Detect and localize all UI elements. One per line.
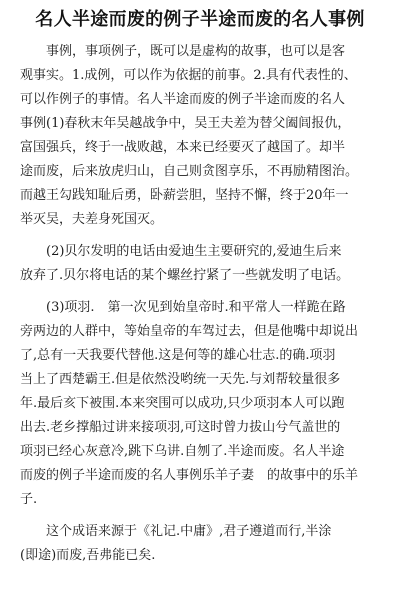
paragraph-xiang-yu <box>20 296 380 512</box>
text-line: 事例，事项例子，既可以是虚构的故事，也可以是客 <box>46 44 346 59</box>
text-line: (3)项羽. 第一次见到始皇帝时.和平常人一样跪在路 <box>46 300 346 315</box>
text-line: (2)贝尔发明的电话由爱迪生主要研究的,爱迪生后来 <box>46 244 342 259</box>
text-line: 了,总有一天我要代替他.这是何等的雄心壮志.的确.项羽 <box>20 348 336 363</box>
text-line: 放弃了.贝尔将电话的某个螺丝拧紧了一些就发明了电话。 <box>20 268 350 283</box>
text-line: 当上了西楚霸王.但是依然没哟统一天先.与刘帮较量很多 <box>20 372 341 387</box>
text-line: 这个成语来源于《礼记.中庸》,君子遵道而行,半涂 <box>46 524 332 539</box>
text-line: 项羽已经心灰意冷,跳下乌讲.自刎了.半途而废。名人半途 <box>20 444 345 459</box>
text-line: 观事实。1.成例，可以作为依据的前事。2.具有代表性的、 <box>20 68 357 83</box>
text-line: 而越王勾践知耻后勇，卧薪尝胆，坚持不懈，终于20年一 <box>20 188 349 203</box>
text-line: 举灭吴，夫差身死国灭。 <box>20 212 164 227</box>
paragraph-origin <box>20 520 380 568</box>
paragraph-bell <box>20 240 380 288</box>
document-title: 名人半途而废的例子半途而废的名人事例 <box>35 9 365 30</box>
paragraph-gap <box>20 232 380 240</box>
text-line: 子. <box>20 492 38 507</box>
text-line: 出去.老乡撑船过讲来接项羽,可这时曾力拔山兮气盖世的 <box>20 420 341 435</box>
text-line: 旁两边的人群中，等始皇帝的车驾过去，但是他嘴中却说出 <box>20 324 359 339</box>
text-line: 事例(1)春秋末年吴越战争中，吴王夫差为替父阖闾报仇， <box>20 116 351 131</box>
text-line: (即途)而废,吾弗能已矣. <box>20 548 156 563</box>
text-line: 可以作例子的事情。名人半途而废的例子半途而废的名人 <box>20 92 346 107</box>
paragraph-definition <box>20 40 380 232</box>
paragraph-gap <box>20 512 380 520</box>
text-line: 途而废，后来放虎归山，自己则贪图享乐，不再励精图治。 <box>20 164 359 179</box>
paragraph-gap <box>20 288 380 296</box>
text-line: 富国强兵，终于一战败越，本来已经要灭了越国了。却半 <box>20 140 346 155</box>
text-line: 而废的例子半途而废的名人事例乐羊子妻 的故事中的乐羊 <box>20 468 359 483</box>
text-line: 年.最后亥下被围.本来突围可以成功,只少项羽本人可以跑 <box>20 396 345 411</box>
